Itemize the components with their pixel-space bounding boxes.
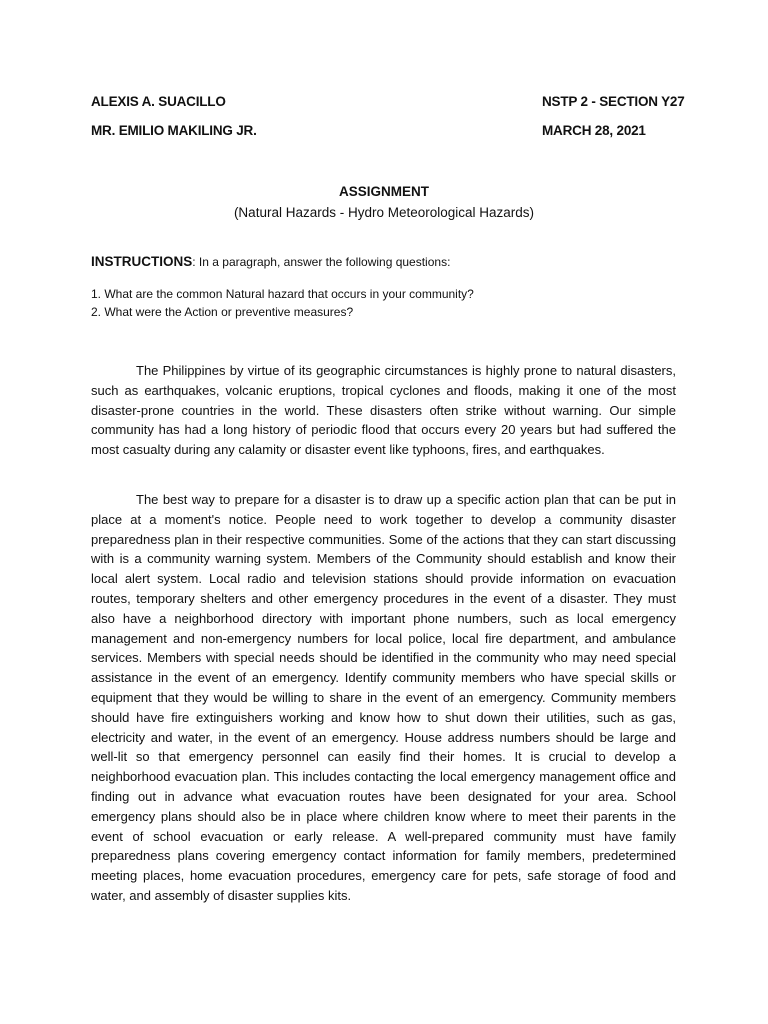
- document-title: ASSIGNMENT: [338, 184, 429, 199]
- question-item: 2. What were the Action or preventive measures?: [91, 305, 354, 319]
- student-name: ALEXIS A. SUACILLO: [91, 94, 226, 109]
- course-section: NSTP 2 - SECTION Y27: [542, 94, 685, 109]
- question-list: [91, 285, 474, 321]
- document-subtitle: (Natural Hazards - Hydro Meteorological Hazards): [233, 205, 535, 220]
- instructor-name: MR. EMILIO MAKILING JR.: [91, 123, 257, 138]
- question-item: 1. What are the common Natural hazard that occurs in your community?: [91, 287, 474, 301]
- body-paragraph: The best way to prepare for a disaster is to draw up a specific action plan that can be put in place at a moment's notice. People need to work together to develop a community disaster preparedness plan in their respective communities. Some of the actions that they can start discussing with is a community warning system. Members of the Community should establish and know their local alert system. Local radio and television stations should provide information on evacuation routes, temporary shelters and other emergency procedures in the event of a disaster. They must also have a neighborhood directory with important phone numbers, such as local emergency management and non-emergency numbers for local police, local fire department, and ambulance services. Members with special needs should be identified in the community who may need special assistance in the event of an emergency. Identify community members who have special skills or equipment that they would be willing to share in the event of an emergency. Community members should have fire extinguishers working and know how to shut down their utilities, such as gas, electricity and water, in the event of an emergency. House address numbers should be large and well-lit so that emergency personnel can easily find their homes. It is crucial to develop a neighborhood evacuation plan. This includes contacting the local emergency management office and finding out in advance what evacuation routes have been designated for your area. School emergency plans should also be in place where children know where to meet their parents in the event of school evacuation or early release. A well-prepared community must have family preparedness plans covering emergency contact information for family members, predetermined meeting places, home evacuation procedures, emergency care for pets, safe storage of food and water, and assembly of disaster supplies kits.: [91, 492, 676, 903]
- instructions-text: : In a paragraph, answer the following questions:: [192, 255, 451, 269]
- instructions: [91, 254, 450, 269]
- instructions-label: INSTRUCTIONS: [91, 254, 193, 269]
- submission-date: MARCH 28, 2021: [542, 123, 646, 138]
- body-paragraph: The Philippines by virtue of its geographic circumstances is highly prone to natural disasters, such as earthquakes, volcanic eruptions, tropical cyclones and floods, making it one of the most disaster-prone countries in the world. These disasters often strike without warning. Our simple community has had a long history of periodic flood that occurs every 20 years but had suffered the most casualty during any calamity or disaster event like typhoons, fires, and earthquakes.: [91, 363, 676, 458]
